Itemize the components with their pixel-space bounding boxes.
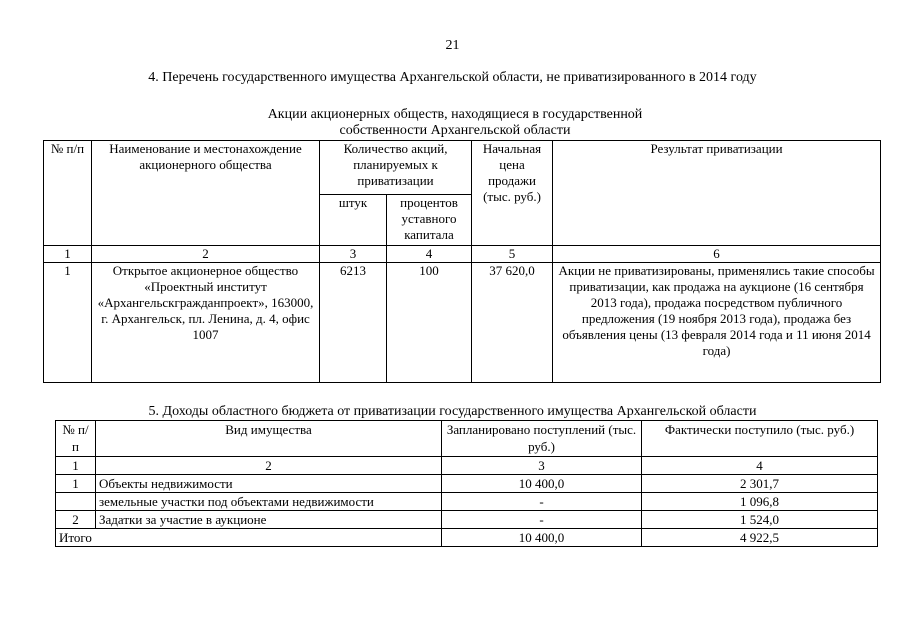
row-num: [56, 493, 96, 511]
header-qty: Количество акций, планируемых к приватизации: [320, 141, 472, 195]
property-type: Объекты недвижимости: [96, 475, 442, 493]
total-row: [56, 529, 878, 547]
header-planned: Запланировано поступлений (тыс. руб.): [442, 421, 642, 457]
col-num: 3: [320, 246, 387, 263]
row-num: 1: [44, 263, 92, 383]
header-num: № п/п: [44, 141, 92, 246]
property-type: земельные участки под объектами недвижимости: [96, 493, 442, 511]
header-qty-pcs: штук: [320, 195, 387, 246]
col-num: 5: [472, 246, 553, 263]
col-num: 1: [44, 246, 92, 263]
header-type: Вид имущества: [96, 421, 442, 457]
privatization-result: Акции не приватизированы, применялись такие способы приватизации, как продажа на аукционе (16 сентября 2013 года), продажа посредством публичного предложения (19 ноября 2013 года), продажа без объявления цены (13 февраля 2014 года и 11 июня 2014 года): [553, 263, 881, 383]
budget-income-table: [55, 420, 878, 547]
company-name: Открытое акционерное общество «Проектный институт «Архангельскгражданпроект», 163000, г. Архангельск, пл. Ленина, д. 4, офис 1007: [92, 263, 320, 383]
table-row: [44, 263, 881, 383]
header-price: Начальная цена продажи (тыс. руб.): [472, 141, 553, 246]
actual-value: 2 301,7: [642, 475, 878, 493]
header-result: Результат приватизации: [553, 141, 881, 246]
actual-value: 1 096,8: [642, 493, 878, 511]
section-4-subtitle: [230, 107, 680, 139]
planned-value: -: [442, 493, 642, 511]
table-row: [56, 475, 878, 493]
col-num: 3: [442, 457, 642, 475]
column-number-row: [56, 457, 878, 475]
table-row: [56, 511, 878, 529]
col-num: 2: [92, 246, 320, 263]
column-number-row: [44, 246, 881, 263]
page-number: 21: [445, 38, 460, 53]
header-qty-pct: процентов уставного капитала: [387, 195, 472, 246]
actual-value: 1 524,0: [642, 511, 878, 529]
initial-price: 37 620,0: [472, 263, 553, 383]
shares-percent: 100: [387, 263, 472, 383]
property-type: Задатки за участие в аукционе: [96, 511, 442, 529]
planned-value: -: [442, 511, 642, 529]
row-num: 1: [56, 475, 96, 493]
col-num: 4: [387, 246, 472, 263]
subtitle-line-2: собственности Архангельской области: [339, 123, 571, 138]
row-num: 2: [56, 511, 96, 529]
total-label: Итого: [56, 529, 442, 547]
header-name: Наименование и местонахождение акционерного общества: [92, 141, 320, 246]
col-num: 1: [56, 457, 96, 475]
subtitle-line-1: Акции акционерных обществ, находящиеся в государственной: [267, 107, 643, 122]
total-planned: 10 400,0: [442, 529, 642, 547]
header-num: № п/п: [56, 421, 96, 457]
planned-value: 10 400,0: [442, 475, 642, 493]
total-actual: 4 922,5: [642, 529, 878, 547]
section-4-title: 4. Перечень государственного имущества Архангельской области, не приватизированного в 2014 году: [148, 70, 757, 85]
shares-count: 6213: [320, 263, 387, 383]
col-num: 2: [96, 457, 442, 475]
table-row: [56, 493, 878, 511]
privatization-table: [43, 140, 881, 383]
col-num: 4: [642, 457, 878, 475]
section-5-title: 5. Доходы областного бюджета от приватизации государственного имущества Архангельской области: [148, 404, 757, 419]
header-actual: Фактически поступило (тыс. руб.): [642, 421, 878, 457]
col-num: 6: [553, 246, 881, 263]
